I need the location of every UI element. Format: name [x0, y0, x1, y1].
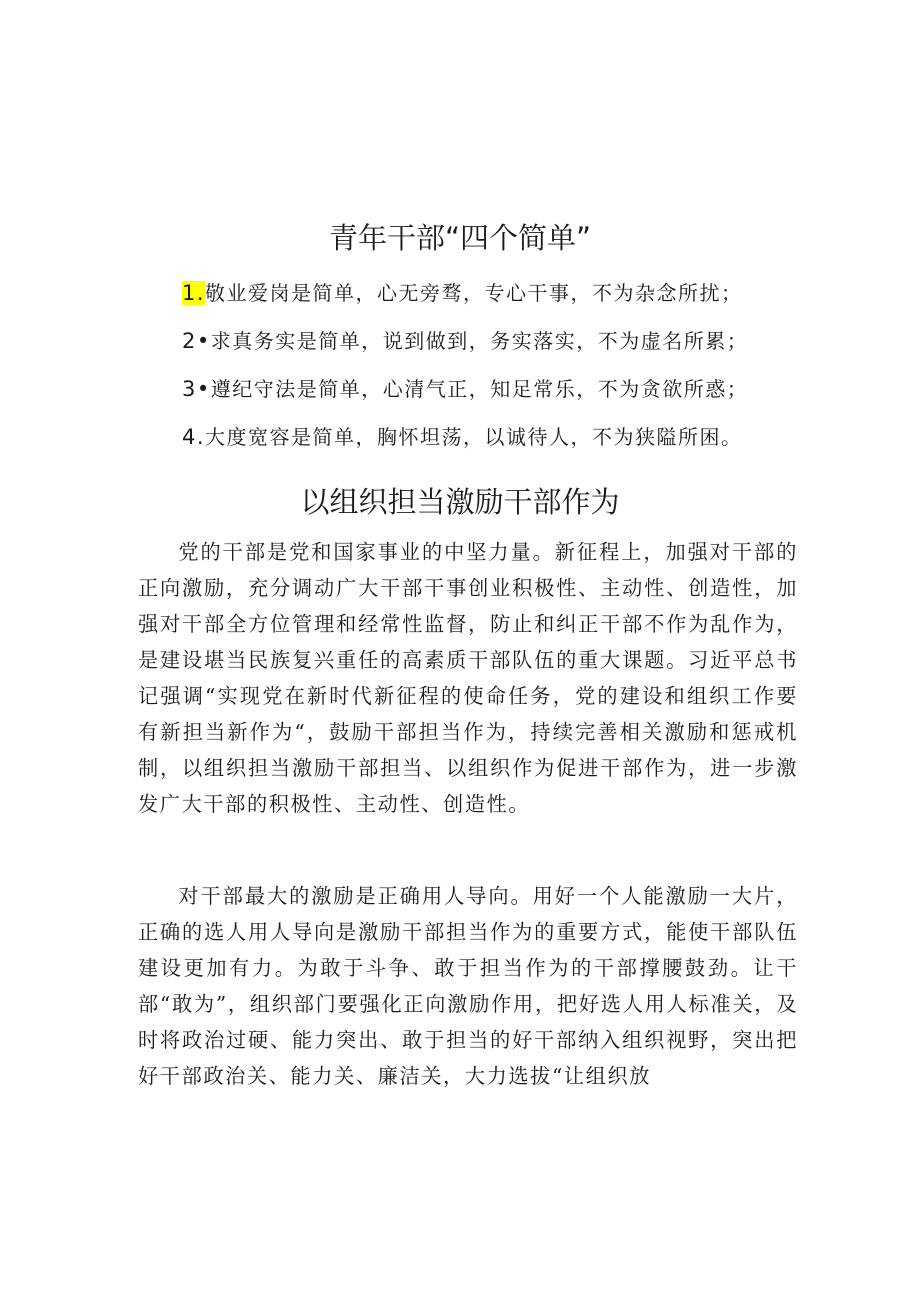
- list-item: [182, 274, 792, 322]
- list-item-text: 敬业爱岗是简单，心无旁骛，专心干事，不为杂念所扰；: [205, 281, 743, 305]
- list-item: [182, 322, 792, 370]
- list-item: [182, 418, 792, 466]
- list-item: [182, 370, 792, 418]
- list-item-number: 2•: [182, 329, 211, 353]
- list-item-text: 求真务实是简单，说到做到，务实落实，不为虚名所累；: [210, 329, 749, 353]
- four-simple-list: [182, 274, 792, 466]
- list-item-text: 遵纪守法是简单，心清气正，知足常乐，不为贪欲所惑；: [210, 377, 749, 401]
- body-paragraph: 党的干部是党和国家事业的中坚力量。新征程上，加强对干部的正向激励，充分调动广大干部干事创业积极性、主动性、创造性，加强对干部全方位管理和经常性监督，防止和纠正干部不作为乱作为，是建设堪当民族复兴重任的高素质干部队伍的重大课题。习近平总书记强调“实现党在新时代新征程的使命任务，党的建设和组织工作要有新担当新作为“，鼓励干部担当作为，持续完善相关激励和惩戒机制，以组织担当激励干部担当、以组织作为促进干部作为，进一步激发广大干部的积极性、主动性、创造性。: [138, 540, 798, 816]
- list-item-number-highlighted: 1.: [182, 281, 206, 305]
- list-item-number: 3•: [182, 377, 211, 401]
- document-title-organization: 以组织担当激励干部作为: [300, 485, 620, 519]
- document-title-simple: 青年干部“四个简单”: [328, 221, 592, 255]
- body-paragraph: 对干部最大的激励是正确用人导向。用好一个人能激励一大片，正确的选人用人导向是激励干部担当作为的重要方式，能使干部队伍建设更加有力。为敢于斗争、敢于担当作为的干部撑腰鼓劲。让干部“敢为”，组织部门要强化正向激励作用，把好选人用人标准关，及时将政治过硬、能力突出、敢于担当的好干部纳入组织视野，突出把好干部政治关、能力关、廉洁关，大力选拔“让组织放: [138, 884, 798, 1088]
- list-item-text: 大度宽容是简单，胸怀坦荡，以诚待人，不为狭隘所困。: [205, 425, 743, 449]
- list-item-number: 4.: [182, 425, 206, 449]
